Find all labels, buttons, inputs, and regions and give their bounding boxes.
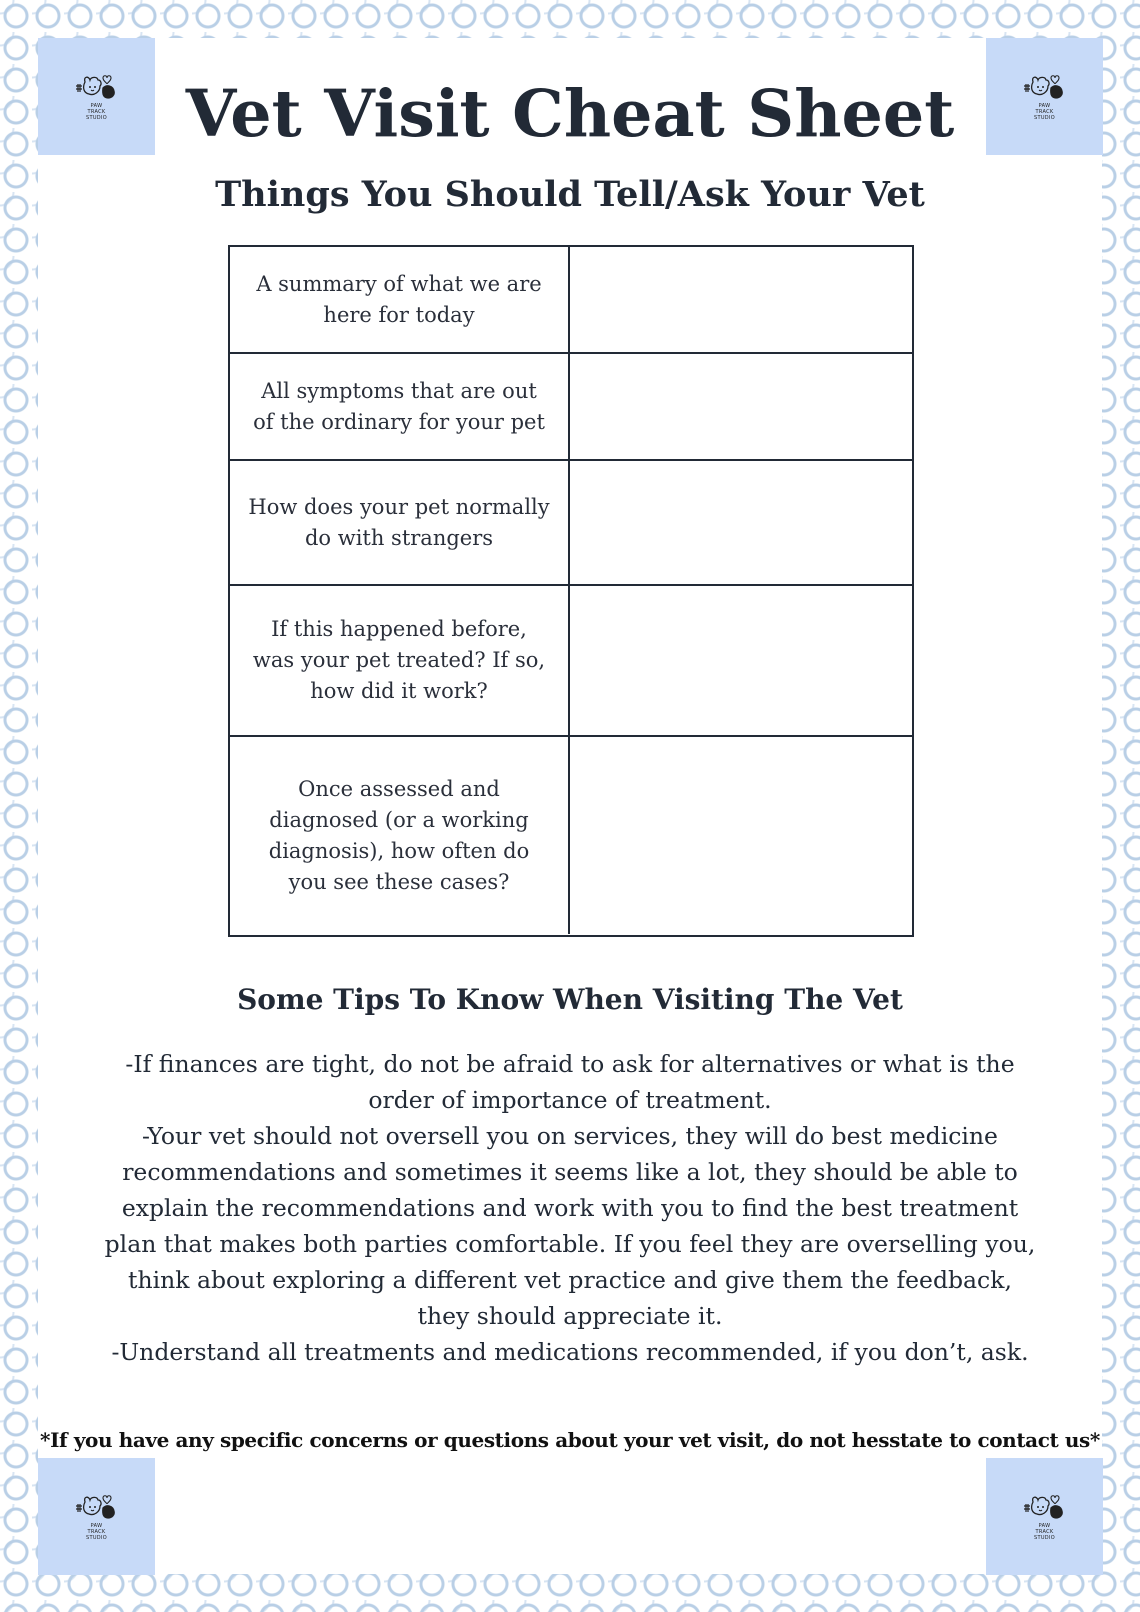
question-cell: How does your pet normally do with strangers — [230, 461, 570, 584]
question-cell: Once assessed and diagnosed (or a working diagnosis), how often do you see these cases? — [230, 737, 570, 934]
logo-wordmark: PAW TRACK STUDIO — [86, 103, 107, 121]
contact-note: *If you have any specific concerns or questions about your vet visit, do not hesstate to contact us* — [40, 1428, 1100, 1452]
table-row — [230, 352, 912, 459]
question-table — [228, 245, 914, 937]
paw-track-logo-icon — [73, 1492, 121, 1522]
tip-item: -Understand all treatments and medications recommended, if you don’t, ask. — [111, 1338, 1029, 1366]
paw-track-logo-icon — [1021, 1492, 1069, 1522]
logo-wordmark: PAW TRACK STUDIO — [1034, 103, 1055, 121]
answer-cell[interactable] — [570, 461, 912, 584]
logo-wordmark: PAW TRACK STUDIO — [1034, 1523, 1055, 1541]
tip-item: -Your vet should not oversell you on services, they will do best medicine recommendations and sometimes it seems like a lot, they should be able to explain the recommendations and work with you to find the best treatment plan that makes both parties comfortable. If you feel they are overselling you, think about exploring a different vet practice and give them the feedback, they should appreciate it. — [104, 1122, 1036, 1330]
page-title: Vet Visit Cheat Sheet — [185, 76, 955, 152]
tip-item: -If finances are tight, do not be afraid to ask for alternatives or what is the order of importance of treatment. — [125, 1050, 1015, 1114]
table-row — [230, 459, 912, 584]
answer-cell[interactable] — [570, 354, 912, 459]
question-cell: All symptoms that are out of the ordinary for your pet — [230, 354, 570, 459]
table-row — [230, 247, 912, 352]
answer-cell[interactable] — [570, 586, 912, 735]
logo-wordmark: PAW TRACK STUDIO — [86, 1523, 107, 1541]
corner-logo-bottom-right — [986, 1458, 1103, 1575]
table-row — [230, 735, 912, 934]
page-subtitle: Things You Should Tell/Ask Your Vet — [215, 174, 925, 215]
question-cell: A summary of what we are here for today — [230, 247, 570, 352]
question-cell: If this happened before, was your pet treated? If so, how did it work? — [230, 586, 570, 735]
table-row — [230, 584, 912, 735]
answer-cell[interactable] — [570, 737, 912, 934]
tips-list — [100, 1046, 1040, 1370]
tips-heading: Some Tips To Know When Visiting The Vet — [237, 983, 903, 1016]
answer-cell[interactable] — [570, 247, 912, 352]
corner-logo-bottom-left — [38, 1458, 155, 1575]
